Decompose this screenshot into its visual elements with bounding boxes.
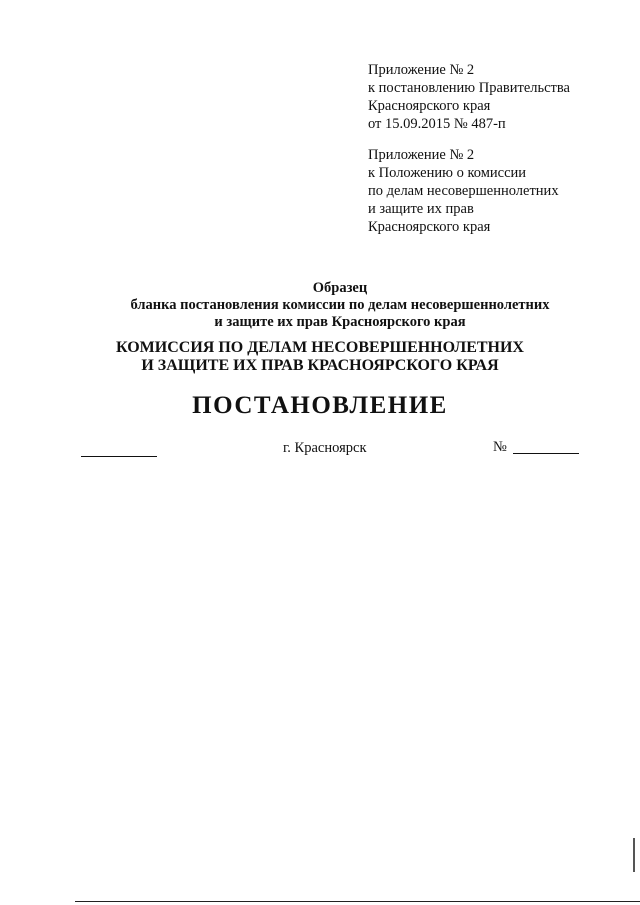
appendix-government-decree xyxy=(368,61,570,133)
commission-name-line: И ЗАЩИТЕ ИХ ПРАВ КРАСНОЯРСКОГО КРАЯ xyxy=(141,357,499,374)
number-blank-line xyxy=(513,453,579,454)
appendix-line: к постановлению Правительства xyxy=(368,80,570,96)
commission-name xyxy=(0,339,640,375)
place-of-issue: г. Красноярск xyxy=(283,440,367,456)
number-label: № xyxy=(493,439,507,455)
appendix-line: Приложение № 2 xyxy=(368,147,475,163)
appendix-line: и защите их прав xyxy=(368,201,474,217)
sample-heading-line: и защите их прав Красноярского края xyxy=(214,314,466,330)
sample-heading-line: бланка постановления комиссии по делам несовершеннолетних xyxy=(130,297,550,313)
appendix-line: Красноярского края xyxy=(368,219,491,235)
appendix-line: Красноярского края xyxy=(368,98,491,114)
sample-heading-line: Образец xyxy=(312,280,368,296)
appendix-line: Приложение № 2 xyxy=(368,62,475,78)
appendix-commission-regulation xyxy=(368,146,559,236)
date-blank-line xyxy=(81,456,157,457)
document-title: ПОСТАНОВЛЕНИЕ xyxy=(192,392,448,419)
appendix-line: по делам несовершеннолетних xyxy=(368,183,559,199)
scan-edge-mark xyxy=(633,838,635,872)
commission-name-line: КОМИССИЯ ПО ДЕЛАМ НЕСОВЕРШЕННОЛЕТНИХ xyxy=(116,339,524,356)
sample-heading xyxy=(60,280,620,331)
appendix-line: к Положению о комиссии xyxy=(368,165,527,181)
page-bottom-rule xyxy=(75,901,640,902)
appendix-line: от 15.09.2015 № 487-п xyxy=(368,116,506,132)
